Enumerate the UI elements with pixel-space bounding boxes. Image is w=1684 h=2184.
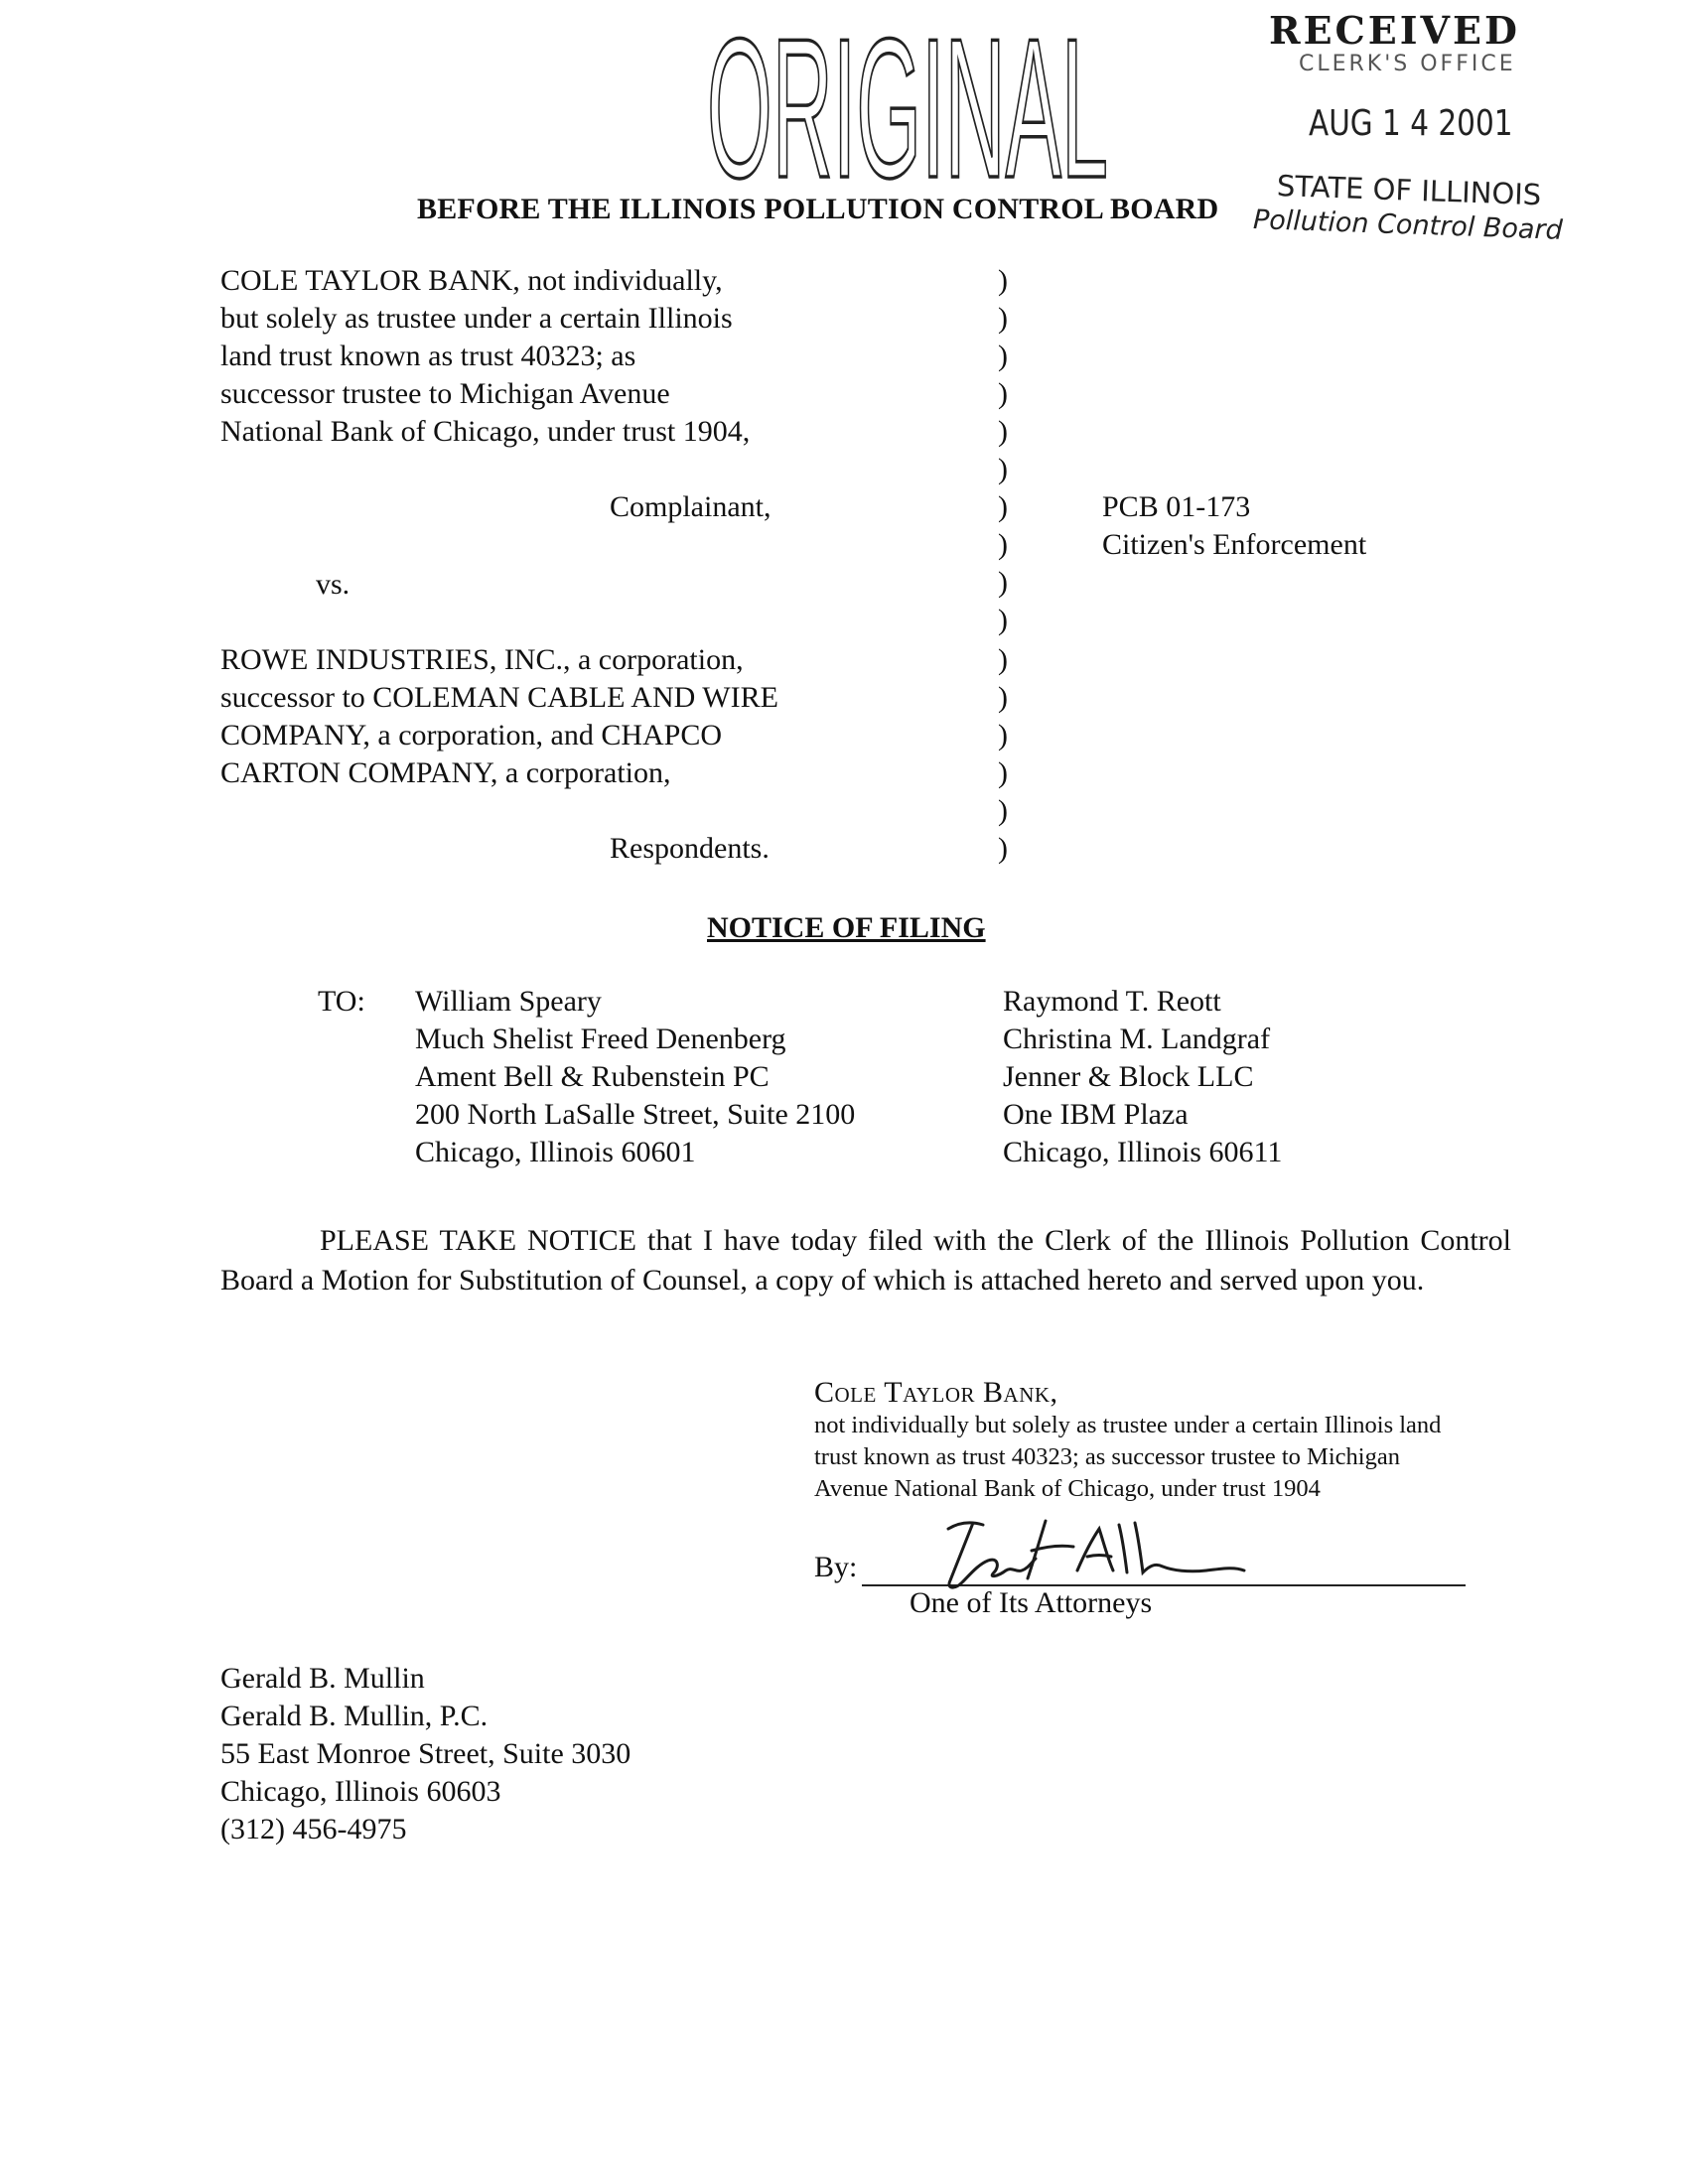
caption-paren: ): [998, 340, 1008, 372]
recipient-line: One IBM Plaza: [1003, 1098, 1189, 1131]
complainant-line: successor trustee to Michigan Avenue: [220, 377, 670, 410]
caption-paren: ): [998, 566, 1008, 599]
signature-capacity-line: Avenue National Bank of Chicago, under trust 1904: [814, 1475, 1321, 1502]
handwritten-signature: [928, 1501, 1246, 1600]
respondent-line: ROWE INDUSTRIES, INC., a corporation,: [220, 643, 744, 676]
recipient-line: Raymond T. Reott: [1003, 985, 1221, 1018]
state-stamp: STATE OF ILLINOIS: [1276, 169, 1542, 212]
attorney-line: (312) 456-4975: [220, 1813, 407, 1845]
versus-label: vs.: [316, 568, 351, 601]
caption-paren: ): [998, 415, 1008, 448]
respondent-line: COMPANY, a corporation, and CHAPCO: [220, 719, 723, 751]
caption-paren: ): [998, 453, 1008, 485]
notice-body: PLEASE TAKE NOTICE that I have today filed with the Clerk of the Illinois Pollution Control Board a Motion for Substitution of Counsel, a copy of which is attached hereto and served upon you.: [220, 1224, 1511, 1297]
caption-paren: ): [998, 681, 1008, 714]
caption-paren: ): [998, 302, 1008, 335]
attorney-line: 55 East Monroe Street, Suite 3030: [220, 1737, 632, 1770]
court-heading: BEFORE THE ILLINOIS POLLUTION CONTROL BOARD: [417, 193, 1219, 225]
case-type: Citizen's Enforcement: [1102, 528, 1367, 561]
caption-paren: ): [998, 490, 1008, 523]
caption-paren: ): [998, 719, 1008, 751]
by-label: By:: [814, 1551, 858, 1583]
attorney-line: Gerald B. Mullin, P.C.: [220, 1700, 489, 1732]
to-label: TO:: [318, 985, 365, 1018]
complainant-line: land trust known as trust 40323; as: [220, 340, 636, 372]
recipient-line: Much Shelist Freed Denenberg: [415, 1023, 786, 1055]
caption-paren: ): [998, 264, 1008, 297]
complainant-line: National Bank of Chicago, under trust 1904,: [220, 415, 751, 448]
respondents-role: Respondents.: [610, 832, 770, 865]
caption-paren: ): [998, 756, 1008, 789]
recipient-line: Christina M. Landgraf: [1003, 1023, 1271, 1055]
recipient-line: 200 North LaSalle Street, Suite 2100: [415, 1098, 856, 1131]
respondent-line: successor to COLEMAN CABLE AND WIRE: [220, 681, 778, 714]
complainant-line: COLE TAYLOR BANK, not individually,: [220, 264, 723, 297]
respondent-line: CARTON COMPANY, a corporation,: [220, 756, 671, 789]
recipient-line: Chicago, Illinois 60611: [1003, 1136, 1283, 1168]
original-stamp-text: ORIGINAL: [707, 18, 1108, 189]
received-date-stamp: AUG 1 4 2001: [1309, 103, 1513, 144]
case-number: PCB 01-173: [1102, 490, 1251, 523]
clerk-office-stamp: CLERK'S OFFICE: [1299, 52, 1516, 76]
notice-title: NOTICE OF FILING: [707, 911, 986, 944]
caption-paren: ): [998, 832, 1008, 865]
original-stamp-graphic: [707, 18, 1110, 189]
complainant-line: but solely as trustee under a certain Illinois: [220, 302, 733, 335]
caption-paren: ): [998, 377, 1008, 410]
signature-capacity-line: trust known as trust 40323; as successor trustee to Michigan: [814, 1443, 1400, 1470]
caption-paren: ): [998, 604, 1008, 636]
original-stamp: [707, 18, 1110, 189]
caption-paren: ): [998, 643, 1008, 676]
attorney-line: Gerald B. Mullin: [220, 1662, 425, 1695]
received-stamp: RECEIVED: [1269, 8, 1520, 53]
recipient-line: Jenner & Block LLC: [1003, 1060, 1254, 1093]
signature-capacity-line: not individually but solely as trustee under a certain Illinois land: [814, 1412, 1442, 1438]
recipient-line: Ament Bell & Rubenstein PC: [415, 1060, 770, 1093]
caption-paren: ): [998, 794, 1008, 827]
board-stamp: Pollution Control Board: [1252, 205, 1564, 246]
one-of-its-attorneys: One of Its Attorneys: [910, 1586, 1153, 1619]
complainant-role: Complainant,: [610, 490, 772, 523]
recipient-line: William Speary: [415, 985, 602, 1018]
signature-bank-name: Cole Taylor Bank,: [814, 1376, 1058, 1409]
attorney-line: Chicago, Illinois 60603: [220, 1775, 501, 1808]
recipient-line: Chicago, Illinois 60601: [415, 1136, 696, 1168]
caption-paren: ): [998, 528, 1008, 561]
